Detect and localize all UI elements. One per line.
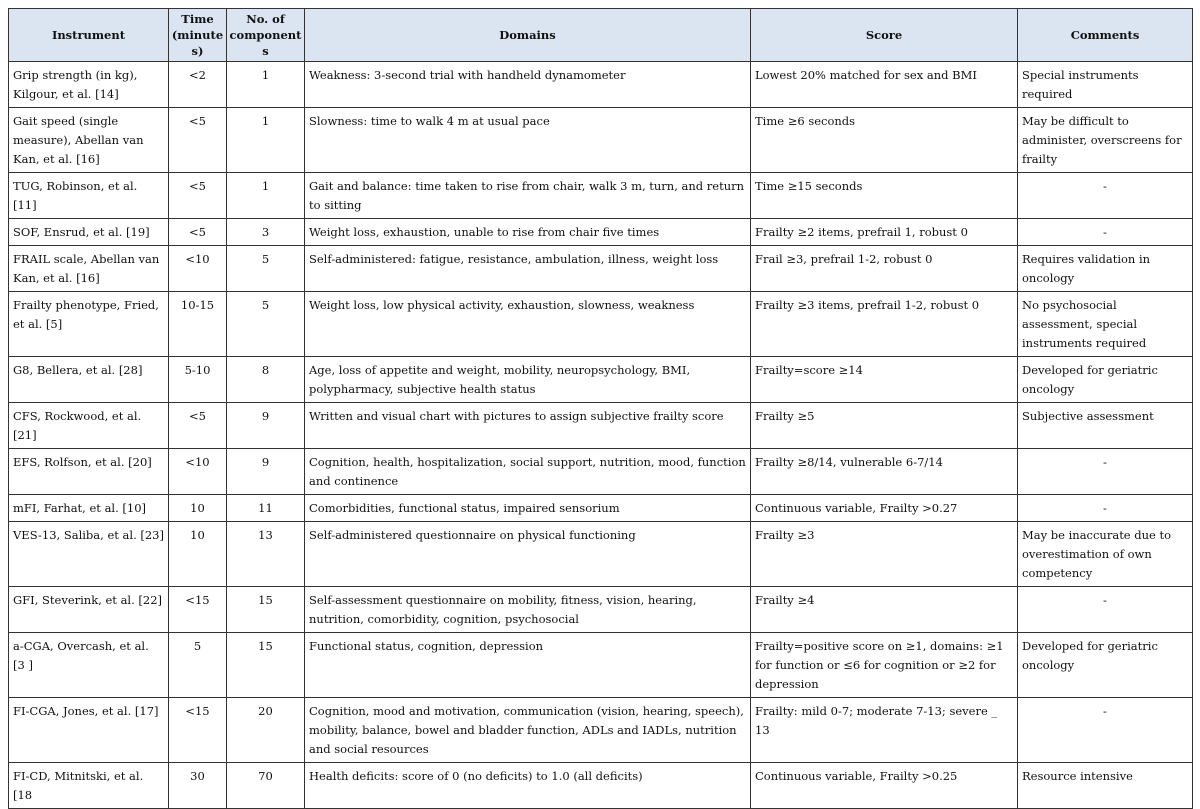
cell-domains: Cognition, health, hospitalization, social support, nutrition, mood, function and continence [305, 449, 751, 495]
cell-components: 1 [227, 173, 305, 219]
cell-score: Continuous variable, Frailty >0.25 [751, 763, 1018, 809]
cell-components: 15 [227, 587, 305, 633]
cell-comments: Developed for geriatric oncology [1018, 633, 1193, 698]
cell-domains: Self-administered questionnaire on physical functioning [305, 522, 751, 587]
cell-comments: May be inaccurate due to overestimation of own competency [1018, 522, 1193, 587]
table-row [9, 173, 1193, 219]
cell-time: <15 [169, 698, 227, 763]
cell-comments: May be difficult to administer, overscreens for frailty [1018, 108, 1193, 173]
cell-time: <15 [169, 587, 227, 633]
table-row [9, 587, 1193, 633]
cell-domains: Cognition, mood and motivation, communication (vision, hearing, speech), mobility, balance, bowel and bladder function, ADLs and IADLs, nutrition and social resources [305, 698, 751, 763]
cell-instrument: a-CGA, Overcash, et al. [3 ] [9, 633, 169, 698]
cell-instrument: Gait speed (single measure), Abellan van Kan, et al. [16] [9, 108, 169, 173]
cell-components: 5 [227, 246, 305, 292]
cell-domains: Self-administered: fatigue, resistance, ambulation, illness, weight loss [305, 246, 751, 292]
cell-comments: Subjective assessment [1018, 403, 1193, 449]
cell-components: 5 [227, 292, 305, 357]
header-instrument: Instrument [9, 9, 169, 62]
cell-score: Time ≥6 seconds [751, 108, 1018, 173]
cell-comments: - [1018, 587, 1193, 633]
cell-components: 1 [227, 62, 305, 108]
cell-domains: Weight loss, low physical activity, exhaustion, slowness, weakness [305, 292, 751, 357]
header-score: Score [751, 9, 1018, 62]
cell-score: Lowest 20% matched for sex and BMI [751, 62, 1018, 108]
cell-time: <5 [169, 173, 227, 219]
cell-time: 10-15 [169, 292, 227, 357]
cell-time: 5 [169, 633, 227, 698]
cell-score: Frailty: mild 0-7; moderate 7-13; severe _ 13 [751, 698, 1018, 763]
cell-time: 10 [169, 495, 227, 522]
cell-instrument: GFI, Steverink, et al. [22] [9, 587, 169, 633]
cell-comments: Requires validation in oncology [1018, 246, 1193, 292]
table-row [9, 403, 1193, 449]
cell-instrument: Frailty phenotype, Fried, et al. [5] [9, 292, 169, 357]
cell-domains: Comorbidities, functional status, impaired sensorium [305, 495, 751, 522]
header-comments: Comments [1018, 9, 1193, 62]
table-row [9, 292, 1193, 357]
cell-instrument: SOF, Ensrud, et al. [19] [9, 219, 169, 246]
header-row [9, 9, 1193, 62]
cell-score: Frailty ≥5 [751, 403, 1018, 449]
cell-comments: Special instruments required [1018, 62, 1193, 108]
table-row [9, 62, 1193, 108]
cell-instrument: FI-CGA, Jones, et al. [17] [9, 698, 169, 763]
cell-time: <2 [169, 62, 227, 108]
table-row [9, 698, 1193, 763]
cell-score: Frailty=positive score on ≥1, domains: ≥1 for function or ≤6 for cognition or ≥2 for depression [751, 633, 1018, 698]
cell-time: 30 [169, 763, 227, 809]
cell-score: Frailty ≥3 [751, 522, 1018, 587]
cell-time: 10 [169, 522, 227, 587]
cell-time: <5 [169, 403, 227, 449]
cell-domains: Gait and balance: time taken to rise from chair, walk 3 m, turn, and return to sitting [305, 173, 751, 219]
cell-time: <10 [169, 246, 227, 292]
table-row [9, 246, 1193, 292]
cell-domains: Slowness: time to walk 4 m at usual pace [305, 108, 751, 173]
cell-instrument: FI-CD, Mitnitski, et al. [18 [9, 763, 169, 809]
cell-comments: No psychosocial assessment, special instruments required [1018, 292, 1193, 357]
cell-components: 15 [227, 633, 305, 698]
cell-domains: Written and visual chart with pictures to assign subjective frailty score [305, 403, 751, 449]
cell-comments: - [1018, 173, 1193, 219]
cell-components: 20 [227, 698, 305, 763]
table-row [9, 108, 1193, 173]
cell-instrument: Grip strength (in kg), Kilgour, et al. [14] [9, 62, 169, 108]
header-components: No. of components [227, 9, 305, 62]
cell-domains: Health deficits: score of 0 (no deficits) to 1.0 (all deficits) [305, 763, 751, 809]
cell-comments: - [1018, 219, 1193, 246]
cell-instrument: FRAIL scale, Abellan van Kan, et al. [16] [9, 246, 169, 292]
table-row [9, 357, 1193, 403]
cell-components: 70 [227, 763, 305, 809]
cell-score: Frailty ≥4 [751, 587, 1018, 633]
cell-domains: Self-assessment questionnaire on mobility, fitness, vision, hearing, nutrition, comorbidity, cognition, psychosocial [305, 587, 751, 633]
header-domains: Domains [305, 9, 751, 62]
cell-domains: Age, loss of appetite and weight, mobility, neuropsychology, BMI, polypharmacy, subjective health status [305, 357, 751, 403]
cell-domains: Weakness: 3-second trial with handheld dynamometer [305, 62, 751, 108]
cell-domains: Functional status, cognition, depression [305, 633, 751, 698]
cell-comments: - [1018, 698, 1193, 763]
cell-components: 8 [227, 357, 305, 403]
cell-instrument: EFS, Rolfson, et al. [20] [9, 449, 169, 495]
cell-score: Frailty ≥3 items, prefrail 1-2, robust 0 [751, 292, 1018, 357]
cell-instrument: VES-13, Saliba, et al. [23] [9, 522, 169, 587]
cell-time: <10 [169, 449, 227, 495]
cell-time: <5 [169, 219, 227, 246]
cell-domains: Weight loss, exhaustion, unable to rise from chair five times [305, 219, 751, 246]
cell-time: <5 [169, 108, 227, 173]
cell-score: Frailty=score ≥14 [751, 357, 1018, 403]
cell-comments: Resource intensive [1018, 763, 1193, 809]
cell-score: Frailty ≥8/14, vulnerable 6-7/14 [751, 449, 1018, 495]
cell-comments: - [1018, 449, 1193, 495]
cell-components: 13 [227, 522, 305, 587]
cell-components: 9 [227, 449, 305, 495]
cell-instrument: G8, Bellera, et al. [28] [9, 357, 169, 403]
frailty-instruments-table [8, 8, 1193, 809]
cell-score: Time ≥15 seconds [751, 173, 1018, 219]
table-row [9, 763, 1193, 809]
cell-instrument: CFS, Rockwood, et al. [21] [9, 403, 169, 449]
header-time: Time (minutes) [169, 9, 227, 62]
cell-components: 3 [227, 219, 305, 246]
cell-instrument: TUG, Robinson, et al. [11] [9, 173, 169, 219]
table-row [9, 449, 1193, 495]
cell-components: 9 [227, 403, 305, 449]
table-row [9, 495, 1193, 522]
cell-instrument: mFI, Farhat, et al. [10] [9, 495, 169, 522]
table-row [9, 219, 1193, 246]
cell-score: Frailty ≥2 items, prefrail 1, robust 0 [751, 219, 1018, 246]
cell-components: 11 [227, 495, 305, 522]
cell-time: 5-10 [169, 357, 227, 403]
cell-score: Frail ≥3, prefrail 1-2, robust 0 [751, 246, 1018, 292]
table-row [9, 522, 1193, 587]
cell-comments: - [1018, 495, 1193, 522]
cell-score: Continuous variable, Frailty >0.27 [751, 495, 1018, 522]
table-row [9, 633, 1193, 698]
cell-comments: Developed for geriatric oncology [1018, 357, 1193, 403]
cell-components: 1 [227, 108, 305, 173]
